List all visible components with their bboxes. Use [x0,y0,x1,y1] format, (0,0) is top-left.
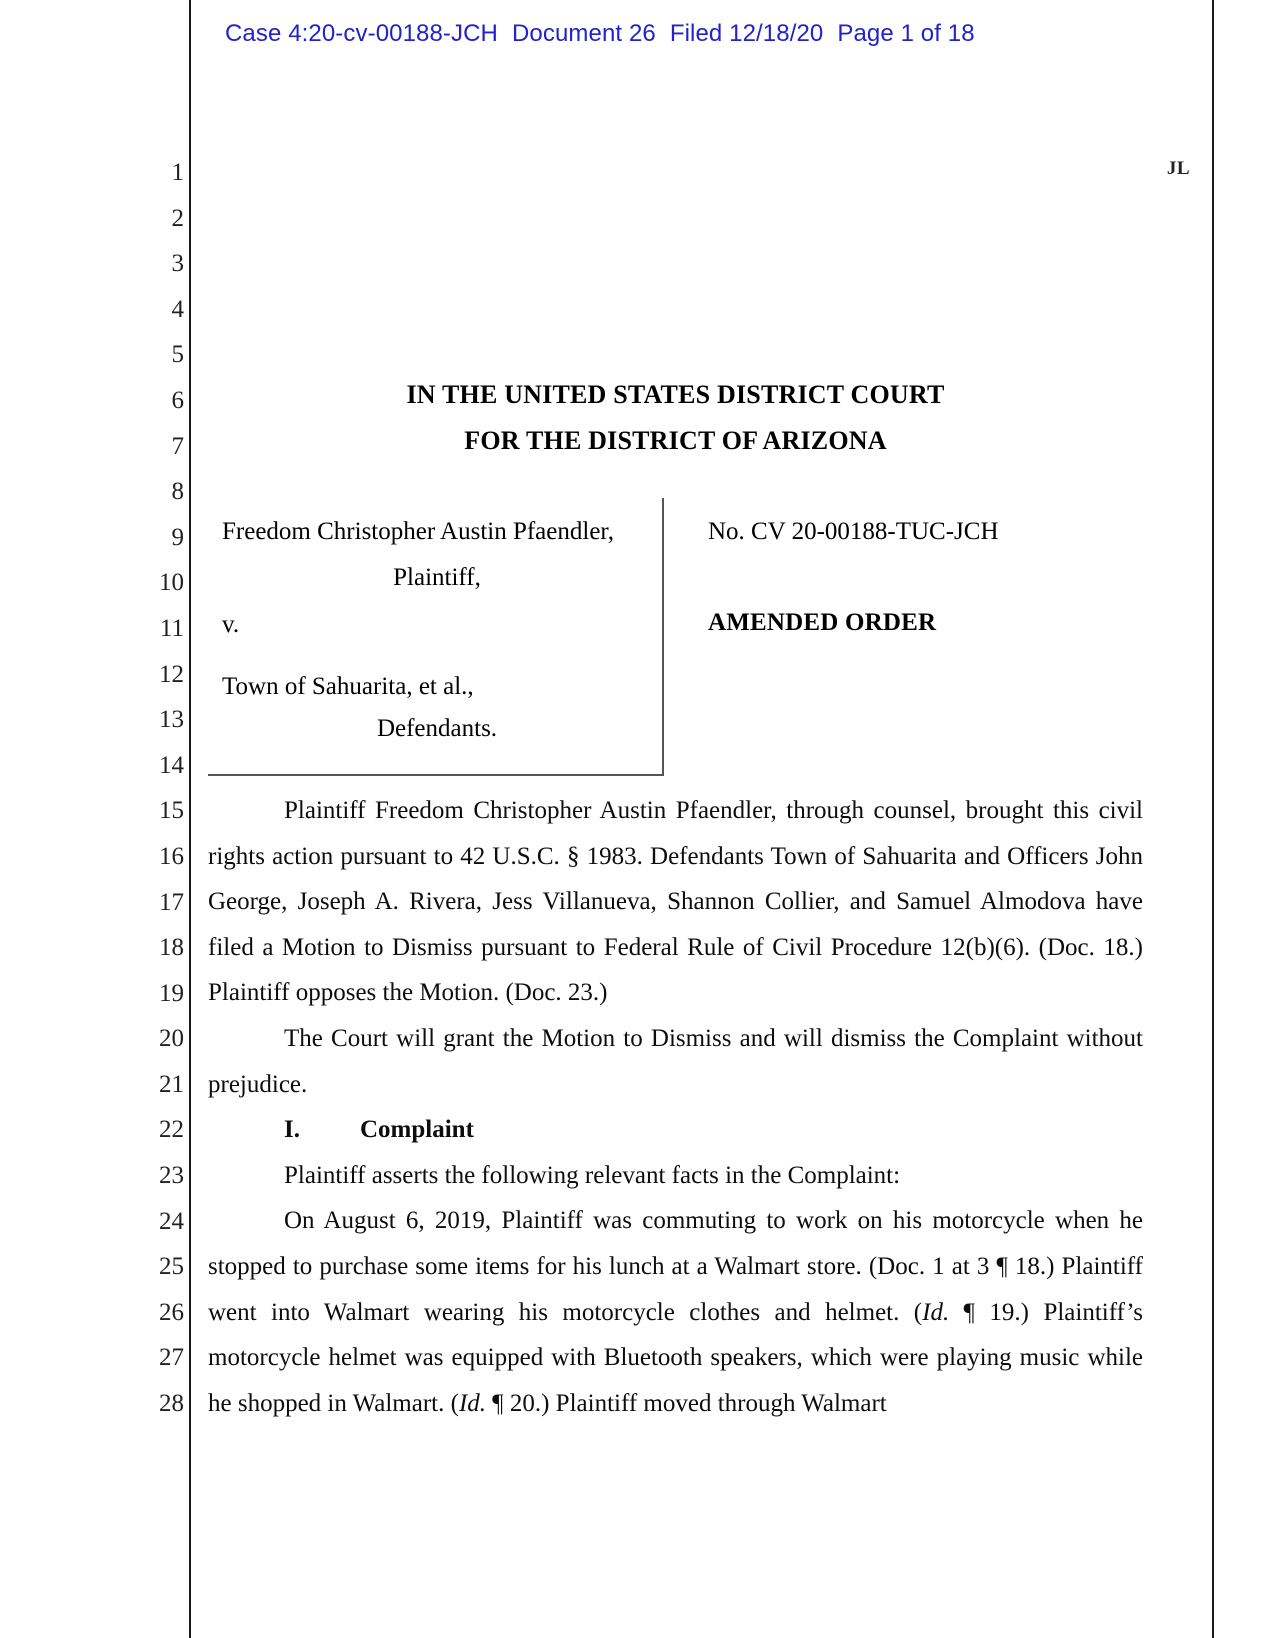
line-number-24: 24 [159,1207,184,1235]
ecf-document-number: Document 26 [512,20,656,47]
line-number-18: 18 [159,934,184,962]
caption-plaintiff-label: Plaintiff, [393,564,481,591]
body-paragraph-2: The Court will grant the Motion to Dismiss and will dismiss the Complaint without prejudice. [208,1024,1143,1098]
court-title-line-2: FOR THE DISTRICT OF ARIZONA [464,426,887,455]
caption-plaintiff-name: Freedom Christopher Austin Pfaendler, [222,518,614,545]
body-paragraph-1: Plaintiff Freedom Christopher Austin Pfaendler, through counsel, brought this civil rights action pursuant to 42 U.S.C. § 1983. Defendants Town of Sahuarita and Officers John George, Joseph A. Rivera, Jess Villanueva, Shannon Collier, and Samuel Almodova have filed a Motion to Dismiss pursuant to Federal Rule of Civil Procedure 12(b)(6). (Doc. 18.) Plaintiff opposes the Motion. (Doc. 23.) [208,797,1143,1007]
line-number-16: 16 [159,842,184,870]
line-number-26: 26 [159,1298,184,1326]
line-number-17: 17 [159,888,184,916]
ecf-header-stamp [225,20,975,48]
line-number-22: 22 [159,1116,184,1144]
caption-defendants-label: Defendants. [376,715,498,742]
line-number-4: 4 [171,295,184,323]
caption-bottom-rule [208,774,664,776]
section-title: Complaint [360,1116,474,1144]
line-number-21: 21 [159,1070,184,1098]
line-number-5: 5 [171,341,184,369]
right-margin-rule [1212,0,1214,1638]
line-number-1: 1 [171,159,184,186]
caption-defendant-name: Town of Sahuarita, et al., [222,673,474,700]
line-number-14: 14 [159,751,184,779]
line-number-9: 9 [171,523,184,551]
line-number-25: 25 [159,1253,184,1281]
body-paragraph-4 [208,1198,1143,1426]
order-body-text [208,788,1143,1426]
caption-vertical-divider [662,498,664,775]
citation-id-1: Id. [922,1298,950,1326]
line-number-8: 8 [171,478,184,506]
line-number-2: 2 [171,204,184,232]
line-number-3: 3 [171,250,184,278]
line-number-7: 7 [171,432,184,460]
line-number-13: 13 [159,706,184,734]
line-number-6: 6 [171,386,184,414]
caption-document-title: AMENDED ORDER [708,609,937,636]
case-caption-block [208,492,878,612]
left-margin-rule [189,0,191,1638]
line-number-10: 10 [159,569,184,597]
paragraph-4-part-a: On August 6, 2019, Plaintiff was commuting to work on his motorcycle when he stopped to purchase some items for his lunch at a Walmart store. (Doc. 1 at 3 ¶ 18.) Plaintiff went into Walmart wearing his motorcycle clothes and helmet. ( [208,1207,1143,1326]
paragraph-4-part-b: ¶ 19.) Plaintiff’s motorcycle helmet was equipped with Bluetooth speakers, which were playing music while he shopped in Walmart. ( [208,1298,1143,1417]
body-paragraph-3: Plaintiff asserts the following relevant facts in the Complaint: [284,1161,901,1189]
line-number-28: 28 [159,1390,184,1418]
line-number-gutter [140,150,184,1427]
court-title-line-1: IN THE UNITED STATES DISTRICT COURT [406,380,945,409]
section-heading-complaint [208,1107,1143,1153]
line-number-11: 11 [159,614,184,642]
caption-versus: v. [222,611,240,638]
line-number-23: 23 [159,1162,184,1190]
judge-initials: JL [1166,158,1190,179]
line-number-27: 27 [159,1344,184,1372]
section-numeral: I. [284,1116,300,1144]
line-number-20: 20 [159,1025,184,1053]
ecf-page-number: Page 1 of 18 [837,20,975,47]
caption-case-number: No. CV 20-00188-TUC-JCH [708,518,999,545]
citation-id-2: Id. [458,1389,487,1417]
line-number-12: 12 [159,660,184,688]
line-number-15: 15 [159,797,184,825]
paragraph-4-part-c: ¶ 20.) Plaintiff moved through Walmart [486,1389,887,1417]
ecf-filed-date: Filed 12/18/20 [669,20,824,47]
line-number-19: 19 [159,979,184,1007]
ecf-case-number: Case 4:20-cv-00188-JCH [225,20,498,47]
